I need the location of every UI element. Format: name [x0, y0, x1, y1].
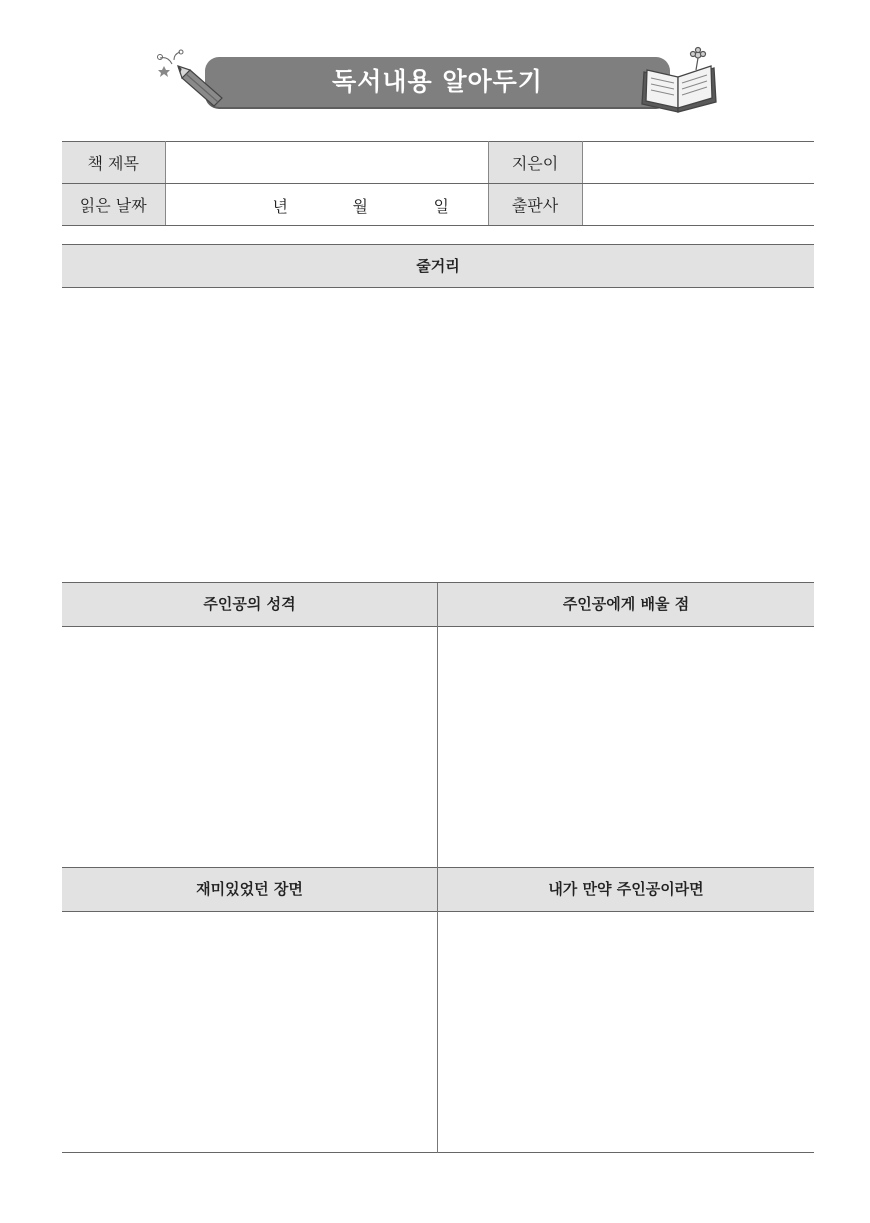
- divider: [62, 626, 814, 627]
- divider: [62, 911, 814, 912]
- column-divider: [437, 583, 438, 1153]
- character-traits-header: 주인공의 성격: [62, 583, 437, 626]
- book-title-label: 책 제목: [62, 142, 165, 184]
- lessons-header: 주인공에게 배울 점: [438, 583, 814, 626]
- fun-scene-writing-area[interactable]: [62, 913, 437, 1151]
- lessons-writing-area[interactable]: [438, 628, 814, 866]
- publisher-label: 출판사: [488, 184, 582, 226]
- table-row: [62, 184, 814, 226]
- year-unit: 년: [272, 197, 288, 216]
- if-i-were-header: 내가 만약 주인공이라면: [438, 868, 814, 911]
- divider: [62, 287, 814, 288]
- month-unit: 월: [352, 197, 368, 216]
- book-info-table: [62, 141, 814, 226]
- page-title: 독서내용 알아두기: [332, 67, 543, 96]
- author-field[interactable]: [582, 142, 814, 184]
- author-label: 지은이: [488, 142, 582, 184]
- character-traits-writing-area[interactable]: [62, 628, 437, 866]
- date-read-field[interactable]: [165, 184, 488, 226]
- book-title-field[interactable]: [165, 142, 488, 184]
- plot-header: 줄거리: [62, 245, 814, 287]
- date-read-label: 읽은 날짜: [62, 184, 165, 226]
- if-i-were-writing-area[interactable]: [438, 913, 814, 1151]
- day-unit: 일: [433, 197, 449, 216]
- pencil-icon: [150, 48, 230, 110]
- fun-scene-header: 재미있었던 장면: [62, 868, 437, 911]
- publisher-field[interactable]: [582, 184, 814, 226]
- table-row: [62, 142, 814, 184]
- open-book-icon: [638, 46, 720, 116]
- plot-writing-area[interactable]: [62, 289, 814, 581]
- divider: [62, 1152, 814, 1153]
